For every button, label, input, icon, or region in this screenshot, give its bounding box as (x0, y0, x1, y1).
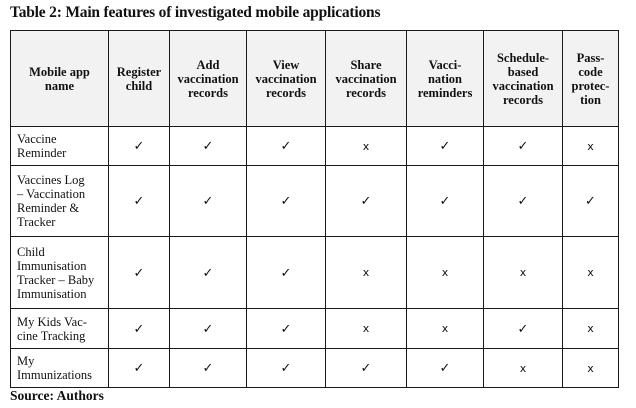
feature-cell (247, 127, 326, 166)
feature-cell (407, 237, 484, 309)
column-header: Pass- code protec- tion (563, 31, 619, 127)
cross-icon: x (587, 322, 594, 335)
column-header: Register child (109, 31, 170, 127)
table-row (11, 349, 619, 388)
checkmark-icon: ✓ (133, 138, 145, 153)
cross-icon: x (519, 361, 527, 375)
column-header: Add vaccination records (170, 31, 247, 127)
checkmark-icon: ✓ (360, 360, 372, 375)
checkmark-icon: ✓ (280, 264, 292, 280)
feature-cell (484, 309, 563, 349)
feature-cell (247, 166, 326, 237)
checkmark-icon: ✓ (517, 320, 529, 336)
feature-cell (563, 349, 619, 388)
checkmark-icon: ✓ (202, 360, 214, 375)
feature-cell (326, 166, 407, 237)
checkmark-icon: ✓ (585, 193, 596, 208)
feature-cell (563, 166, 619, 237)
header-row (11, 31, 619, 127)
feature-cell (326, 237, 407, 309)
checkmark-icon: ✓ (133, 320, 145, 336)
table-row (11, 309, 619, 349)
checkmark-icon: ✓ (133, 264, 145, 280)
checkmark-icon: ✓ (202, 264, 214, 280)
column-header: Mobile app name (11, 31, 109, 127)
checkmark-icon: ✓ (280, 193, 292, 208)
table-row (11, 237, 619, 309)
checkmark-icon: ✓ (439, 193, 451, 208)
feature-cell (109, 237, 170, 309)
feature-cell (247, 237, 326, 309)
features-table (10, 30, 619, 388)
checkmark-icon: ✓ (280, 360, 292, 375)
feature-cell (247, 309, 326, 349)
checkmark-icon: ✓ (202, 193, 214, 208)
feature-cell (109, 166, 170, 237)
cross-icon: x (587, 361, 594, 375)
feature-cell (109, 127, 170, 166)
app-name-cell: Vaccines Log – Vaccination Reminder & Tracker (11, 166, 109, 237)
feature-cell (407, 127, 484, 166)
checkmark-icon: ✓ (133, 193, 145, 208)
cross-icon: x (441, 266, 449, 279)
checkmark-icon: ✓ (133, 360, 145, 375)
checkmark-icon: ✓ (517, 138, 529, 153)
feature-cell (109, 349, 170, 388)
checkmark-icon: ✓ (202, 320, 214, 336)
column-header: Share vaccination records (326, 31, 407, 127)
feature-cell (563, 309, 619, 349)
feature-cell (170, 309, 247, 349)
cross-icon: x (519, 266, 527, 279)
feature-cell (563, 127, 619, 166)
feature-cell (563, 237, 619, 309)
source-note: Source: Authors (10, 388, 104, 403)
cross-icon: x (362, 139, 370, 153)
feature-cell (326, 309, 407, 349)
feature-cell (170, 166, 247, 237)
feature-cell (247, 349, 326, 388)
feature-cell (407, 166, 484, 237)
checkmark-icon: ✓ (280, 320, 292, 336)
cross-icon: x (362, 322, 370, 335)
app-name-cell: My Kids Vac- cine Tracking (11, 309, 109, 349)
feature-cell (484, 166, 563, 237)
column-header: Vacci- nation reminders (407, 31, 484, 127)
feature-cell (170, 349, 247, 388)
feature-cell (484, 237, 563, 309)
feature-cell (484, 127, 563, 166)
checkmark-icon: ✓ (439, 360, 451, 375)
app-name-cell: Vaccine Reminder (11, 127, 109, 166)
feature-cell (170, 127, 247, 166)
feature-cell (170, 237, 247, 309)
cross-icon: x (587, 139, 594, 153)
checkmark-icon: ✓ (517, 193, 529, 208)
cross-icon: x (362, 266, 370, 279)
app-name-cell: My Immunizations (11, 349, 109, 388)
cross-icon: x (587, 266, 594, 279)
feature-cell (407, 309, 484, 349)
column-header: Schedule- based vaccination records (484, 31, 563, 127)
cross-icon: x (441, 322, 449, 335)
feature-cell (484, 349, 563, 388)
checkmark-icon: ✓ (202, 138, 214, 153)
feature-cell (326, 349, 407, 388)
table-title: Table 2: Main features of investigated mobile applications (10, 4, 381, 21)
feature-cell (407, 349, 484, 388)
checkmark-icon: ✓ (280, 138, 292, 153)
table-row (11, 127, 619, 166)
column-header: View vaccination records (247, 31, 326, 127)
feature-cell (109, 309, 170, 349)
table-row (11, 166, 619, 237)
checkmark-icon: ✓ (439, 138, 451, 153)
feature-cell (326, 127, 407, 166)
checkmark-icon: ✓ (360, 193, 372, 208)
app-name-cell: Child Immunisation Tracker – Baby Immunisation (11, 237, 109, 309)
